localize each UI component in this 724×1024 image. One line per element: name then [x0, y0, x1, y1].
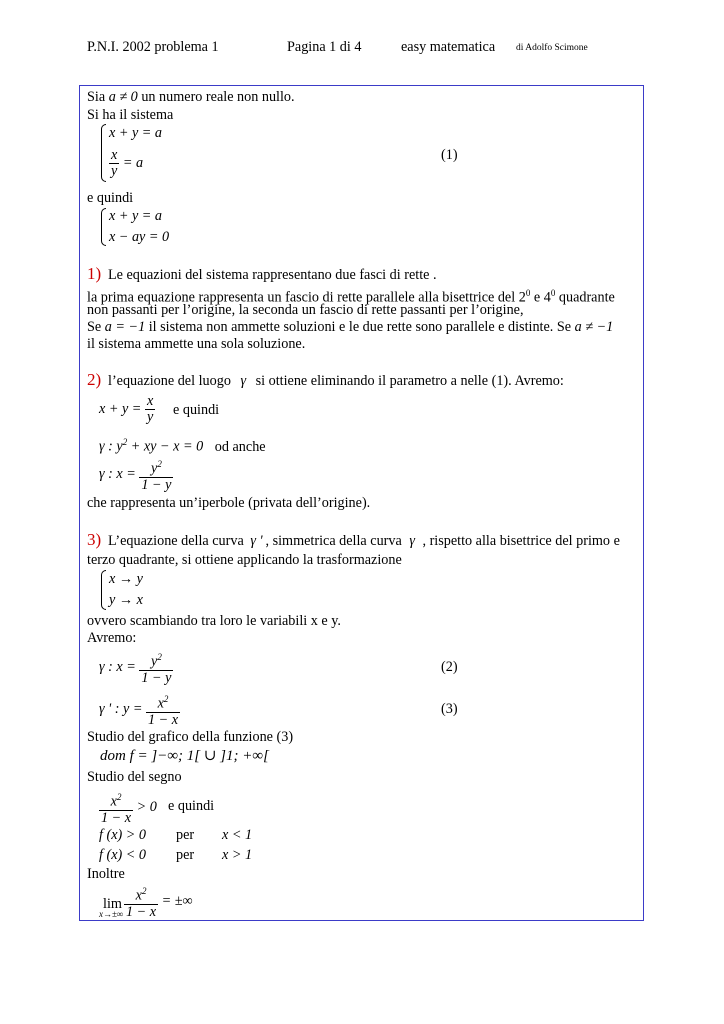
- section2-number: 2): [87, 370, 102, 389]
- system-brace: [101, 124, 106, 182]
- system2-eq2: x − ay = 0: [109, 229, 170, 245]
- sign-negative: f (x) < 0: [99, 847, 146, 863]
- transform-brace: [101, 570, 106, 610]
- limit-lim: lim: [103, 896, 122, 912]
- eq-label-3: (3): [441, 701, 458, 717]
- section2-line1: l’equazione del luogo γ si ottiene eliminando il parametro a nelle (1). Avremo:: [108, 373, 564, 389]
- eq-label-1: (1): [441, 147, 458, 163]
- section3-inequality: $\frac{x^2}{1 - x}$ > 0: [101, 792, 157, 826]
- section2-eq3: γ : x = $\frac{y^2}{1 - y}$: [99, 459, 172, 493]
- section3-line2: terzo quadrante, si ottiene applicando la trasformazione: [87, 552, 402, 568]
- section3-ovvero: ovvero scambiando tra loro le variabili x e y.: [87, 613, 341, 629]
- sign-cond-1: x < 1: [222, 827, 253, 843]
- section3-domain: dom f = ]−∞; 1[ ∪ ]1; +∞[: [100, 748, 269, 764]
- section3-line1: L’equazione della curva γ ' , simmetrica della curva γ , rispetto alla bisettrice del primo e: [108, 533, 620, 549]
- system-eq1: x + y = a: [109, 125, 163, 141]
- section3-inoltre: Inoltre: [87, 866, 125, 882]
- sign-cond-2: x > 1: [222, 847, 253, 863]
- section1-line1: Le equazioni del sistema rappresentano due fasci di rette .: [108, 267, 437, 283]
- section1-line4: Se a = −1 il sistema non ammette soluzioni e le due rette sono parallele e distinte. Se a ≠ −1: [87, 319, 614, 335]
- section3-eq-gamma-prime: γ ' : y = $\frac{x^2}{1 - x}$: [99, 694, 179, 728]
- header-site: easy matematica: [401, 39, 496, 55]
- transform-eq1: x → y: [109, 571, 143, 587]
- intro-si-ha: Si ha il sistema: [87, 107, 174, 123]
- section1-line2: la prima equazione rappresenta un fascio di rette parallele alla bisettrice del $2^0$ e $4^0$ quadrante: [87, 288, 615, 306]
- section3-eq-gamma: γ : x = $\frac{y^2}{1 - y}$: [99, 652, 172, 686]
- header-author: di Adolfo Scimone: [516, 43, 588, 53]
- section2-conclusion: che rappresenta un’iperbole (privata dell’origine).: [87, 495, 371, 511]
- system2-eq1: x + y = a: [109, 208, 163, 224]
- sign-per-2: per: [176, 847, 195, 863]
- sign-positive: f (x) > 0: [99, 827, 146, 843]
- limit-subscript: x→±∞: [99, 909, 124, 919]
- sign-per-1: per: [176, 827, 195, 843]
- section3-studio: Studio del grafico della funzione (3): [87, 729, 294, 745]
- limit-expression: $\frac{x^2}{1 - x}$ = ±∞: [126, 886, 193, 920]
- section2-eq1: x + y = $\frac{x}{y}$: [99, 393, 154, 425]
- section3-avremo: Avremo:: [87, 630, 137, 646]
- transform-eq2: y → x: [109, 592, 143, 608]
- section2-eq2: γ : $y^2$ + xy − x = 0 od anche: [99, 437, 266, 455]
- header-problem: P.N.I. 2002 problema 1: [87, 39, 219, 55]
- eq-label-2: (2): [441, 659, 458, 675]
- section3-segno: Studio del segno: [87, 769, 182, 785]
- section1-number: 1): [87, 264, 102, 283]
- system-eq2: $\frac{x}{y}$ = a: [111, 147, 144, 179]
- system2-brace: [101, 208, 106, 246]
- section1-line3: non passanti per l’origine, la seconda un fascio di rette passanti per l’origine,: [87, 302, 524, 318]
- intro-line: Sia a ≠ 0 un numero reale non nullo.: [87, 89, 295, 105]
- section3-number: 3): [87, 530, 102, 549]
- section2-e-quindi: e quindi: [173, 402, 220, 418]
- section3-e-quindi: e quindi: [168, 798, 215, 814]
- intro-e-quindi: e quindi: [87, 190, 134, 206]
- header-page: Pagina 1 di 4: [287, 39, 362, 55]
- section1-line5: il sistema ammette una sola soluzione.: [87, 336, 306, 352]
- math-a-ne-0: a ≠ 0: [108, 89, 138, 105]
